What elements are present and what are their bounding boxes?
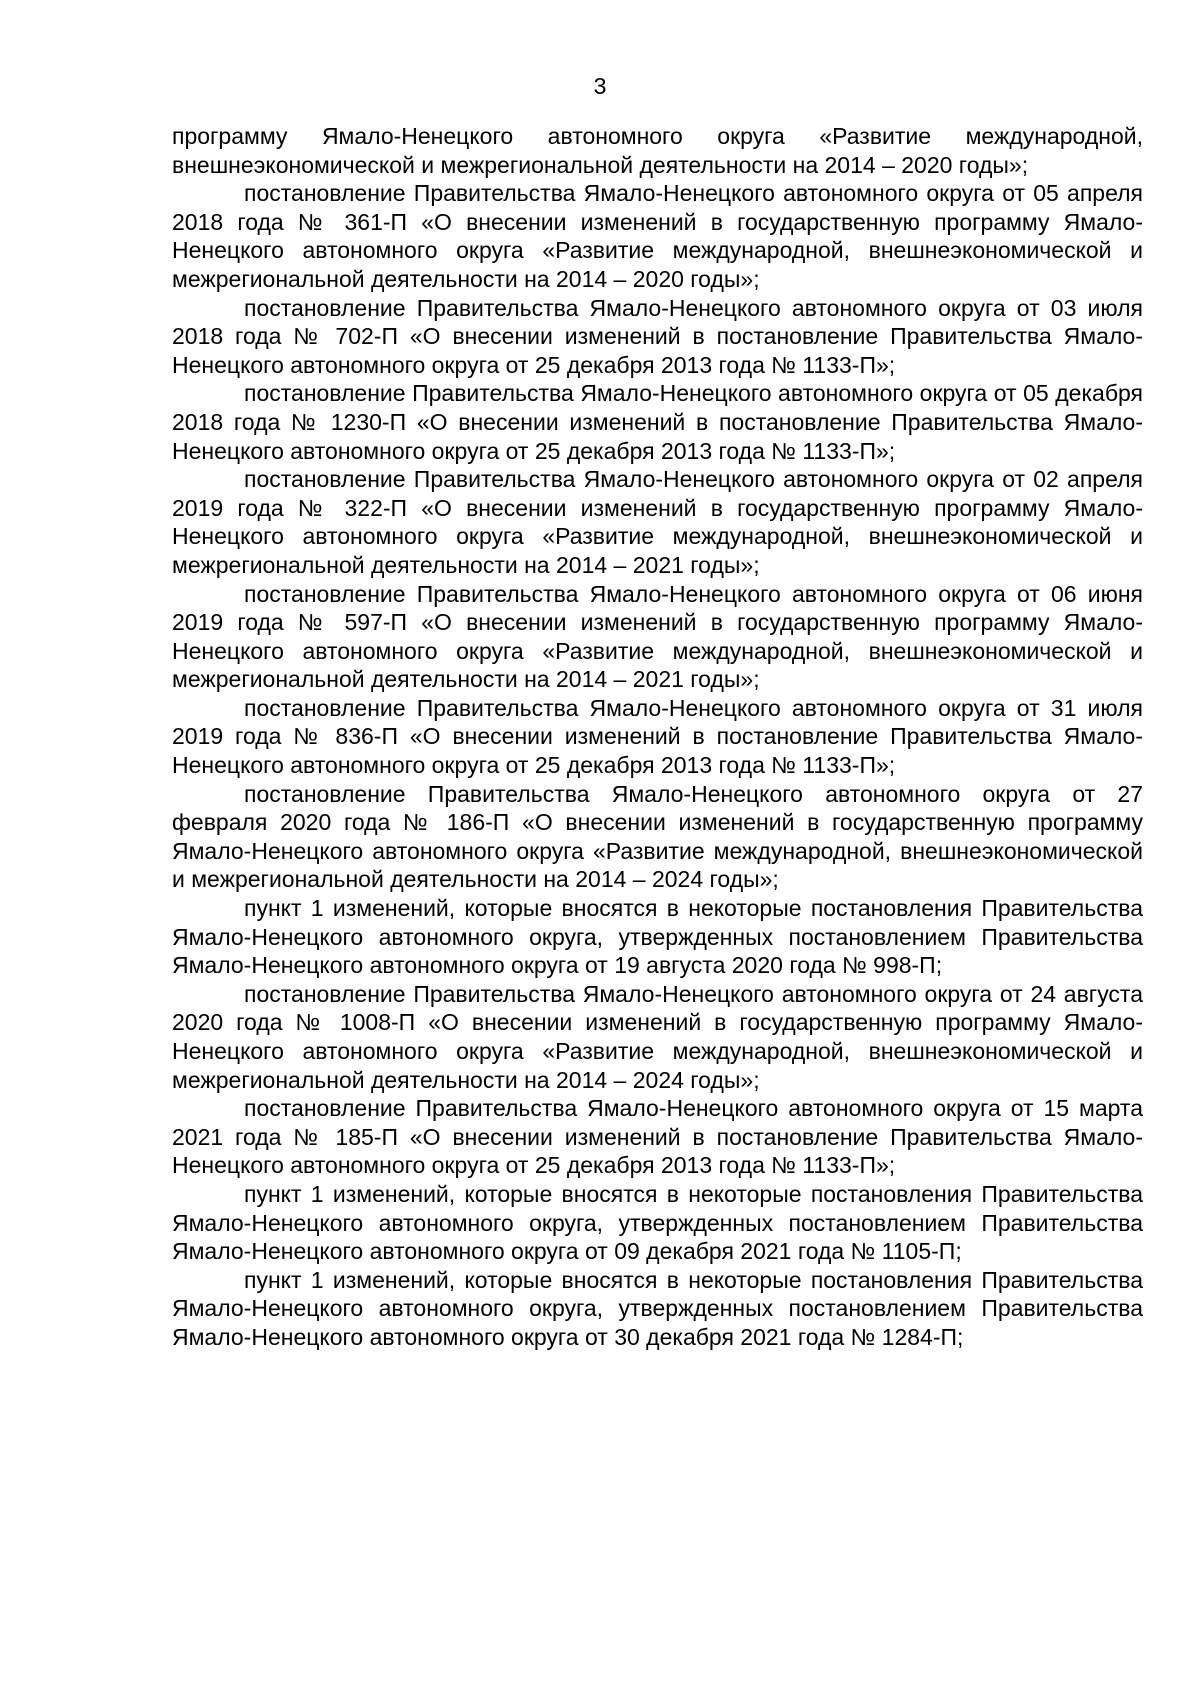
paragraph: постановление Правительства Ямало-Ненецкого автономного округа от 05 апреля 2018 года № 361-П «О внесении изменений в государственную программу Ямало-Ненецкого автономного округа «Развитие международной, внешнеэкономической и межрегиональной деятельности на 2014 – 2020 годы»; xyxy=(172,180,1143,292)
paragraph: постановление Правительства Ямало-Ненецкого автономного округа от 03 июля 2018 года № 702-П «О внесении изменений в постановление Правительства Ямало-Ненецкого автономного округа от 25 декабря 2013 года № 1133-П»; xyxy=(172,294,1143,378)
document-body xyxy=(172,122,1143,1352)
paragraph: постановление Правительства Ямало-Ненецкого автономного округа от 31 июля 2019 года № 836-П «О внесении изменений в постановление Правительства Ямало-Ненецкого автономного округа от 25 декабря 2013 года № 1133-П»; xyxy=(172,694,1143,779)
paragraph: постановление Правительства Ямало-Ненецкого автономного округа от 05 декабря 2018 года № 1230-П «О внесении изменений в постановление Правительства Ямало-Ненецкого автономного округа от 25 декабря 2013 года № 1133-П»; xyxy=(172,380,1143,464)
paragraph: постановление Правительства Ямало-Ненецкого автономного округа от 24 августа 2020 года № 1008-П «О внесении изменений в государственную программу Ямало-Ненецкого автономного округа «Развитие международной, внешнеэкономической и межрегиональной деятельности на 2014 – 2024 годы»; xyxy=(172,980,1143,1093)
paragraph: постановление Правительства Ямало-Ненецкого автономного округа от 15 марта 2021 года № 185-П «О внесении изменений в постановление Правительства Ямало-Ненецкого автономного округа от 25 декабря 2013 года № 1133-П»; xyxy=(172,1095,1143,1179)
paragraph-continued: программу Ямало-Ненецкого автономного округа «Развитие международной, внешнеэкономической и межрегиональной деятельности на 2014 – 2020 годы»; xyxy=(172,123,1143,178)
paragraph: постановление Правительства Ямало-Ненецкого автономного округа от 27 февраля 2020 года № 186-П «О внесении изменений в государственную программу Ямало-Ненецкого автономного округа «Развитие международной, внешнеэкономической и межрегиональной деятельности на 2014 – 2024 годы»; xyxy=(172,780,1143,893)
paragraph: постановление Правительства Ямало-Ненецкого автономного округа от 02 апреля 2019 года № 322-П «О внесении изменений в государственную программу Ямало-Ненецкого автономного округа «Развитие международной, внешнеэкономической и межрегиональной деятельности на 2014 – 2021 годы»; xyxy=(172,466,1143,578)
paragraph: пункт 1 изменений, которые вносятся в некоторые постановления Правительства Ямало-Ненецкого автономного округа, утвержденных постановлением Правительства Ямало-Ненецкого автономного округа от 09 декабря 2021 года № 1105-П; xyxy=(172,1180,1143,1265)
page-number: 3 xyxy=(593,73,607,99)
paragraph: пункт 1 изменений, которые вносятся в некоторые постановления Правительства Ямало-Ненецкого автономного округа, утвержденных постановлением Правительства Ямало-Ненецкого автономного округа от 30 декабря 2021 года № 1284-П; xyxy=(172,1266,1143,1350)
paragraph: постановление Правительства Ямало-Ненецкого автономного округа от 06 июня 2019 года № 597-П «О внесении изменений в государственную программу Ямало-Ненецкого автономного округа «Развитие международной, внешнеэкономической и межрегиональной деятельности на 2014 – 2021 годы»; xyxy=(172,580,1143,693)
paragraph: пункт 1 изменений, которые вносятся в некоторые постановления Правительства Ямало-Ненецкого автономного округа, утвержденных постановлением Правительства Ямало-Ненецкого автономного округа от 19 августа 2020 года № 998-П; xyxy=(172,895,1143,979)
